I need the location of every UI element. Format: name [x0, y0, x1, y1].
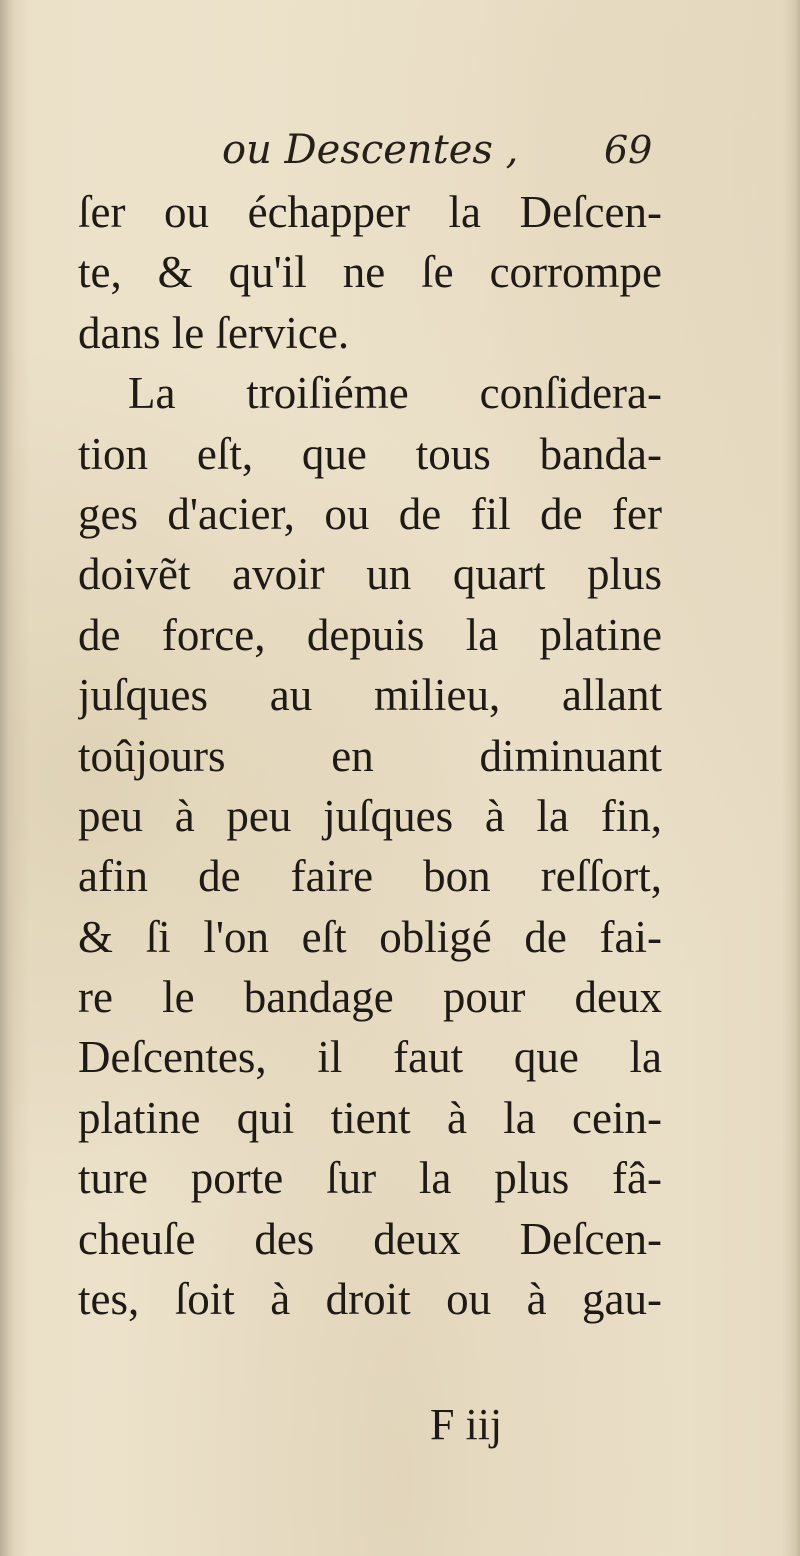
body-text [78, 182, 662, 1329]
text-line: te, & qu'il ne ſe corrompe [78, 247, 662, 298]
text-line: toûjours en diminuant [78, 730, 662, 781]
text-line: re le bandage pour deux [78, 972, 662, 1023]
text-line: ſer ou échapper la Deſcen- [78, 187, 662, 237]
text-line: cheuſe des deux Deſcen- [78, 1213, 662, 1264]
text-line: de force, depuis la platine [78, 609, 662, 660]
text-line: peu à peu juſques à la fin, [78, 790, 662, 841]
text-line: ture porte ſur la plus fâ- [78, 1153, 662, 1204]
signature-mark: F iij [430, 1400, 503, 1449]
text-line: & ſi l'on eſt obligé de fai- [78, 911, 662, 962]
text-line: afin de faire bon reſſort, [78, 851, 662, 902]
text-line: ges d'acier, ou de fil de fer [78, 488, 662, 539]
text-line: La troiſiéme conſidera- [128, 368, 662, 419]
text-line: tion eſt, que tous banda- [78, 428, 662, 479]
text-line: Deſcentes, il faut que la [78, 1032, 662, 1083]
page-number: 69 [604, 128, 653, 172]
running-title: ou Descentes , [222, 127, 519, 173]
text-line: doivẽt avoir un quart plus [78, 549, 662, 600]
text-line: tes, ſoit à droit ou à gau- [78, 1274, 662, 1325]
page-header [0, 120, 800, 180]
page-left-edge [0, 0, 14, 1556]
text-line: dans le ſervice. [78, 307, 350, 358]
text-line: platine qui tient à la cein- [78, 1092, 662, 1143]
text-line: juſques au milieu, allant [78, 670, 662, 721]
page-right-edge [782, 0, 800, 1556]
